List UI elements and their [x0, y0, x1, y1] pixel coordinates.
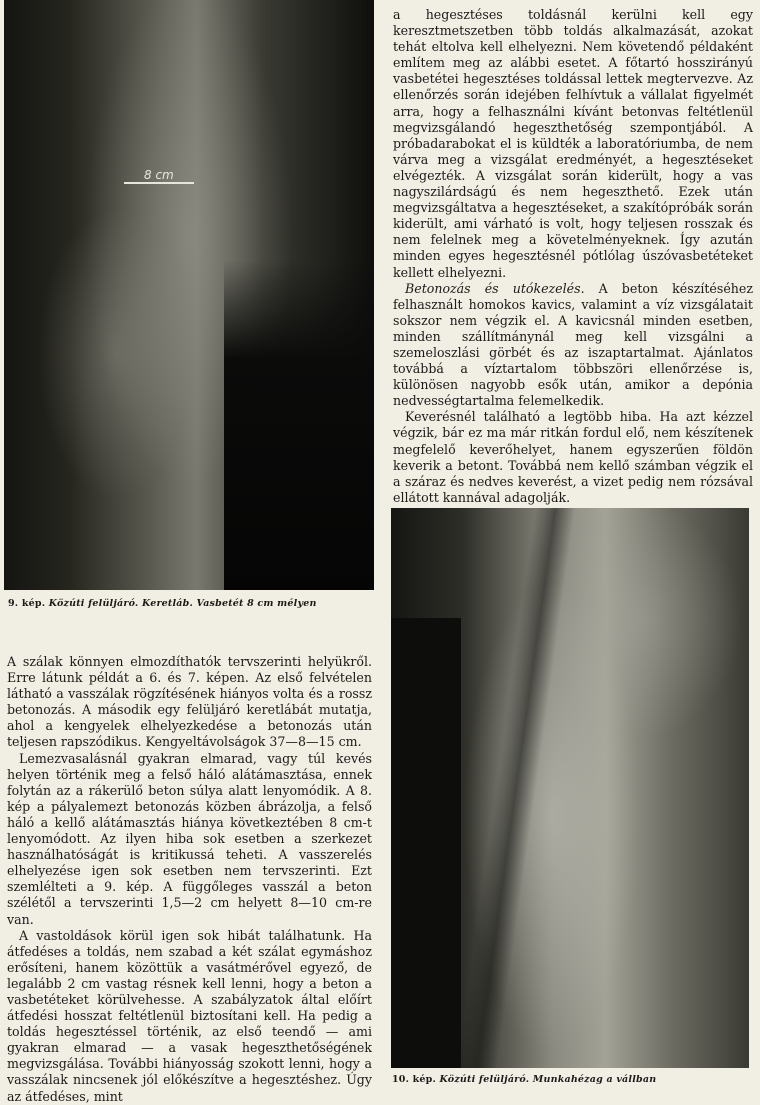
photo-shadow: [391, 618, 461, 1068]
figure-10-caption: [392, 1074, 656, 1085]
photo-shadow: [224, 260, 374, 590]
figure-9-number: 9. kép.: [8, 598, 46, 609]
figure-9-caption-text: Közúti felüljáró. Keretláb. Vasbetét 8 cm mélyen: [48, 598, 317, 609]
right-text-column: [393, 7, 753, 506]
figure-10-caption-text: Közúti felüljáró. Munkahézag a vállban: [439, 1074, 657, 1085]
section-body: A beton készítéséhez felhasznált homokos kavics, valamint a víz vizsgálatait sokszor nem végzik el. A kavicsnál minden esetben, minden szállítmánynál meg kell vizsgálni a szemeloszlási görbét és az iszaptartalmat. Ajánlatos továbbá a víztartalom többszöri ellenőrzése is, különösen nagyobb esők után, amikor a depónia nedvességtartalma felemelkedik.: [393, 280, 753, 409]
figure-9-photo: [4, 0, 374, 590]
measure-label: 8 cm: [144, 168, 174, 182]
left-paragraph-3: A vastoldások körül igen sok hibát találhatunk. Ha átfedéses a toldás, nem szabad a két szálat egymáshoz erősíteni, hanem közöttük a vasátmérővel egyező, de legalább 2 cm vastag résnek kell lenni, hogy a beton a vasbetéteket körülvehesse. A szabályzatok által előírt átfedési hosszat feltétlenül biztosítani kell. Ha pedig a toldás hegesztéssel történik, az első teendő — ami gyakran elmarad — a vasak hegeszthetőségének megvizsgálása. További hiányosság szokott lenni, hogy a vasszálak nincsenek jól előkészítve a hegesztéshez. Úgy az átfedéses, mint: [7, 927, 372, 1104]
section-paragraph: [393, 281, 753, 410]
right-paragraph-1: a hegesztéses toldásnál kerülni kell egy keresztmetszetben több toldás alkalmazását, azokat tehát eltolva kell elhelyezni. Nem követendő példaként említem meg az alábbi esetet. A főtartó hosszirányú vasbetétei hegesztéses toldással lettek megtervezve. Az ellenőrzés során idejében felhívtuk a vállalat figyelmét arra, hogy a felhasználni kívánt betonvas feltétlenül megvizsgálandó hegeszthetőség szempontjából. A próbadarabokat el is küldték a laboratóriumba, de nem várva meg a vizsgálat eredményét, a hegesztéseket elvégezték. A vizsgálat során kiderült, hogy a vas nagyszilárdságú és nem hegeszthető. Ezek után megvizsgáltatva a hegesztéseket, a szakítópróbák során kiderült, ami várható is volt, hogy teljesen rosszak és nem felelnek meg a követelményeknek. Így azután minden egyes hegesztésnél pótlólag úszóvasbetéteket kellett elhelyezni.: [393, 7, 753, 280]
right-paragraph-last: Keverésnél található a legtöbb hiba. Ha azt kézzel végzik, bár ez ma már ritkán fordul elő, nem készítenek megfelelő keverőhelyet, hanem egyszerűen földön keverik a betont. Továbbá nem kellő számban végzik el a száraz és nedves keverést, a vizet pedig nem rózsával ellátott kannával adagolják.: [393, 409, 753, 505]
left-paragraph-1: A szálak könnyen elmozdíthatók tervszerinti helyükről. Erre látunk példát a 6. és 7. képen. Az első felvételen látható a vasszálak rögzítésének hiányos volta és a rossz betonozás. A második egy felüljáró keretlábát mutatja, ahol a kengyelek elhelyezkedése a betonozás után teljesen rapszódikus. Kengyeltávolságok 37—8—15 cm.: [7, 654, 372, 750]
measure-line: [124, 182, 194, 184]
left-text-column: [7, 654, 372, 1105]
figure-10-number: 10. kép.: [392, 1074, 437, 1085]
left-paragraph-2: Lemezvasalásnál gyakran elmarad, vagy túl kevés helyen történik meg a felső háló alátámasztása, ennek folytán az a rákerülő beton súlya alatt lenyomódik. A 8. kép a pályalemezt betonozás közben ábrázolja, a felső háló a kellő alátámasztás hiánya következtében 8 cm-t lenyomódott. Az ilyen hiba sok esetben a szerkezet használhatóságát is kritikussá teheti. A vasszerelés elhelyezése igen sok esetben nem tervszerinti. Ezt szemlélteti a 9. kép. A függőleges vasszál a beton szélétől a tervszerinti 1,5—2 cm helyett 8—10 cm-re van.: [7, 750, 372, 927]
figure-10-photo: [391, 508, 749, 1068]
figure-9-caption: [8, 598, 317, 609]
section-title: Betonozás és utókezelés.: [405, 280, 585, 296]
construction-joint: [457, 508, 576, 1068]
